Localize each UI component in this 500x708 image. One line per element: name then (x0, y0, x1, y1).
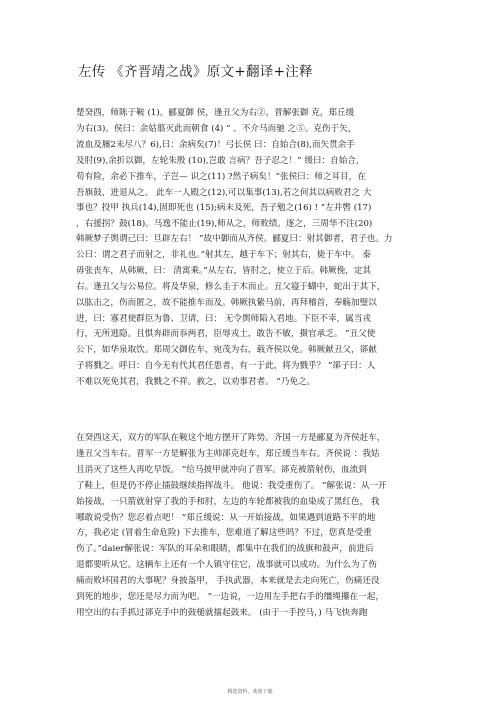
page-footer: 精选资料，欢迎下载 (227, 689, 273, 695)
document-title: 左传 《齐晋靖之战》原文+翻译+注释 (78, 64, 313, 80)
paragraph-original-2: 韩厥梦子舆谓己曰：旦辟左右！ ”故中御而从齐侯。郦夏曰：射其御者，君子也。力 公曰：谓之君子而射之，非礼也。”射其左，越于车下；射其右，毙于车中。 泰 毋张丧车，从韩厥，曰： 清寓乘。”从左右，皆肘之，使立于后。韩厥俛，定其 右。逢丑父与公易位。将及华泉，修么圭于木而止。丑父寝于蝴中，蛇出于其下， 以肱击之，伤而匿之，故不能推车而及。韩厥执絷马前，再拜稽首，奉觞加璧以 进，曰：寡君使群臣为鲁、卫请，曰： 无令舆师陷入君地。下臣不幸，属当戎 行，无所逃隐。且惧奔辟而忝两君，臣辱戎士，敢告不敏，摄官承乏。 ”丑父使 公下，如华泉取饮。郑周父御佐车，宛茂为右，载齐侯以免。韩厥献丑父，郤献 子将戮之。呼曰：自今无有代其君任患者，有一于此，将为戮乎？ ”郤子曰：人 不难以死免其君，我戮之不祥。赦之，以劝事君者。 ”乃免之。 (76, 234, 393, 388)
paragraph-translation: 在癸酉这天，双方的军队在鞍这个地方摆开了阵势。齐国一方是郦夏为齐侯赶车， 逢丑父当车右。晋军一方是解张为主帅郤克赶车，郑丘缓当车右。齐侯说 ：我姑 且消灭了这些人再吃早饭。 ”给马披甲就冲向了晋军。郤克被箭射伤，血流到 了鞋上，但是仍不停止擂鼓继续指挥战斗。 他说：我受重伤了。 ”解张说：从一开 始接战，一只箭就射穿了我的手和肘，左边的车轮都被我的血染成了黑红色， 我 哪敢说受伤？您忍着点吧！ ”郑丘缓说：从一开始接战，如果遇到道路不平的地 方，我必定 (冒着生命危险) 下去推车，您难道了解这些吗？不过，您真是受重 伤了。”daier解张说：军队的耳朵和眼睛，都集中在我们的战旗和鼓声，前进后 退都要听从它。这辆车上还有一个人镇守住它，战事就可以成功。为什么为了伤 痛而败坏国君的大事呢？身披盔甲， 手执武器，本来就是去走向死亡，伤痛还没 到死的地步，您还是尽力而为吧。 ”一边说，一边用左手把右手的缰绳攥在一起， 用空出的右手抓过郤克手中的鼓槌就擂起鼓来。 (由于一手控马，) 马飞快奔跑 (76, 433, 387, 618)
paragraph-original-1: 楚癸酉，师陈于鞍 (1)。郦夏御 侯，逢丑父为右②。晋解张御 克，郑丘缓 为右(3)。侯曰：余姑翦灭此而朝食 (4) ” 。不介马而驰 之⑤。克伤于矢， 流血及屦2未尽八？6),曰：余病矣(7)！弓长侯 曰：自始合(8),而矢贯余手 及肘(9),余折以御，左轮朱殷 (10),岂敢 言病？吾子忍之！” 缓曰：自始合， 苟有险，余必下推车，子岂— 识之(11) ?然子病矣！”张侯曰：师之耳目，在 吾旗鼓，进退从之。 此车一人殿之(12),可以集事(13),若之何其以病败君之 大 事也？投甲 执兵(14),固即死也 (15);病未及死，吾子勉之(16) ! ”左并辔 (17) ，右援拐？鼓(18)。马逸不能止(19),师从之，师败绩。逐之，三周华不注(20) (76, 108, 373, 230)
